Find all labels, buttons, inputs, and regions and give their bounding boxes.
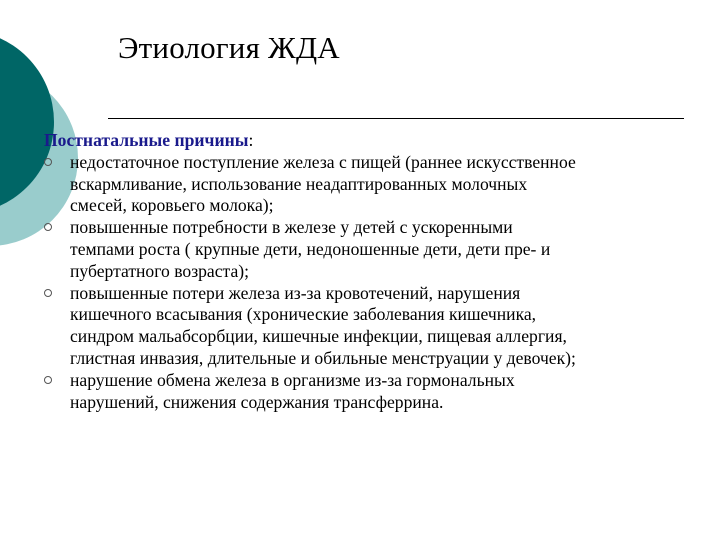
list-item-line: вскармливание, использование неадаптированных молочных	[70, 173, 528, 194]
bullet-circle-icon	[44, 158, 52, 166]
cause-list	[44, 152, 694, 414]
list-item	[44, 152, 694, 217]
list-item-line: темпами роста ( крупные дети, недоношенные дети, дети пре- и	[70, 238, 551, 259]
list-item-line: синдром мальабсорбции, кишечные инфекции, пищевая аллергия,	[70, 326, 567, 347]
bullet-circle-icon	[44, 223, 52, 231]
list-item-line: смесей, коровьего молока);	[70, 195, 274, 216]
list-item-line: нарушений, снижения содержания трансферрина.	[70, 391, 444, 412]
list-item-line: повышенные потери железа из-за кровотечений, нарушения	[70, 282, 521, 303]
section-heading	[44, 130, 694, 152]
slide-body	[44, 130, 694, 413]
title-divider	[108, 118, 684, 119]
list-item	[44, 283, 694, 370]
list-item	[44, 217, 694, 282]
bullet-circle-icon	[44, 376, 52, 384]
slide-title: Этиология ЖДА	[118, 30, 340, 65]
list-item-line: пубертатного возраста);	[70, 260, 250, 281]
list-item	[44, 370, 694, 414]
bullet-circle-icon	[44, 289, 52, 297]
section-heading-colon: :	[248, 130, 254, 150]
list-item-line: нарушение обмена железа в организме из-за гормональных	[70, 369, 515, 390]
list-item-line: повышенные потребности в железе у детей с ускоренными	[70, 217, 513, 238]
list-item-line: кишечного всасывания (хронические заболевания кишечника,	[70, 304, 537, 325]
list-item-line: недостаточное поступление железа с пищей (раннее искусственное	[70, 151, 576, 172]
section-heading-text: Постнатальные причины	[44, 130, 249, 150]
list-item-line: глистная инвазия, длительные и обильные менструации у девочек);	[70, 347, 576, 368]
